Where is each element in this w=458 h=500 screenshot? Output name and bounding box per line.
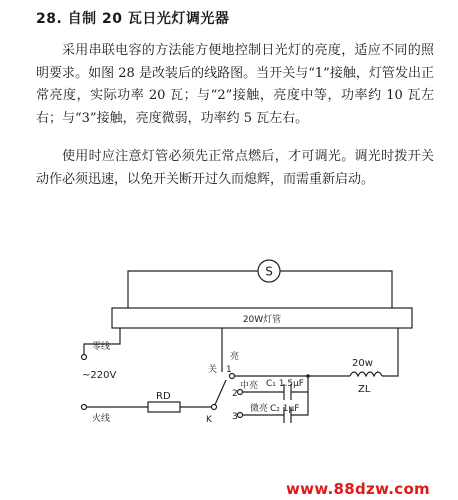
switch-label-bottom: K	[206, 415, 212, 425]
pos2-name: 中亮	[240, 381, 259, 391]
pos2-label: 2	[232, 389, 238, 399]
live-label: 火线	[92, 414, 111, 424]
switch-contact-3	[238, 413, 243, 418]
neutral-label: 零线	[92, 342, 111, 352]
c1-label: C₁ 1.5μF	[266, 379, 304, 389]
switch-label-top: 关	[208, 365, 218, 375]
c2-label: C₂ 1μF	[270, 404, 300, 414]
paragraph-2: 使用时应注意灯管必须先正常点燃后，才可调光。调光时拨开关动作必须迅速，以免开关断开过久而熄辉，而需重新启动。	[36, 149, 434, 187]
junction-dot	[306, 374, 310, 378]
site-watermark: www.88dzw.com	[286, 480, 430, 498]
ballast-coil	[350, 372, 382, 376]
resistor-rd	[148, 402, 180, 412]
ballast-label: ZL	[358, 384, 371, 395]
voltage-label: ~220V	[82, 370, 117, 381]
pos3-label: 3	[232, 412, 238, 422]
article-title: 28. 自制 20 瓦日光灯调光器	[36, 11, 230, 27]
pos1-label: 1	[226, 365, 232, 375]
switch-blade	[214, 380, 226, 407]
neutral-terminal	[82, 355, 87, 360]
starter-letter: S	[265, 264, 273, 279]
resistor-label: RD	[156, 391, 171, 402]
ballast-power-label: 20w	[352, 358, 373, 369]
paragraph-1: 采用串联电容的方法能方便地控制日光灯的亮度，适应不同的照明要求。如图 28 是改装后的线路图。当开关与“1”接触，灯管发出正常亮度，实际功率 20 瓦；与“2”接触，亮度中等，功率约 10 瓦左右；与“3”接触，亮度微弱，功率约 5 瓦左右。	[36, 43, 434, 126]
ballast-to-tube-wire	[382, 328, 398, 376]
switch-pivot	[212, 405, 217, 410]
pos3-name: 微亮	[250, 404, 269, 414]
pos1-name: 亮	[230, 352, 240, 362]
tube-label: 20W灯管	[242, 315, 282, 325]
live-terminal	[82, 405, 87, 410]
